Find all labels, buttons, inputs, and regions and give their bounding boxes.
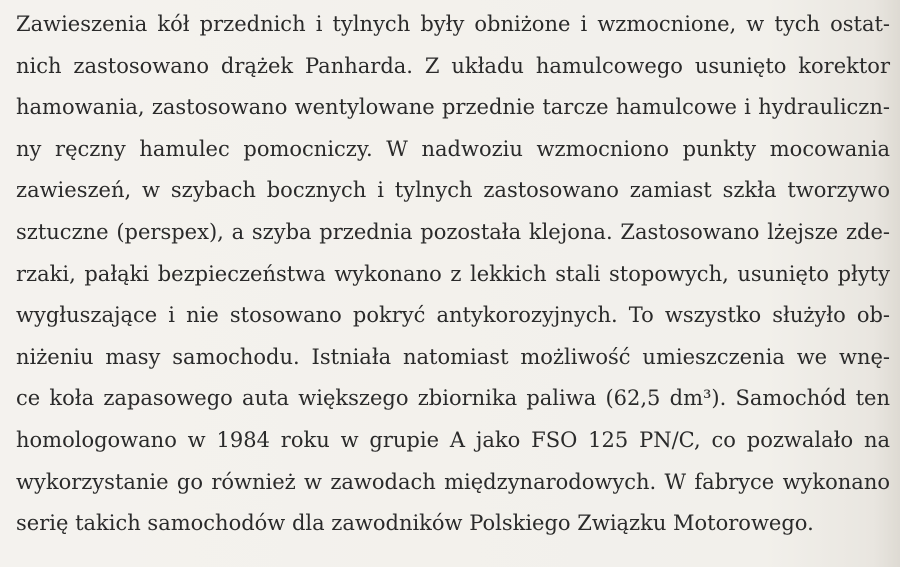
text-line: zawieszeń, w szybach bocznych i tylnych zastosowano zamiast szkła tworzywo [16,178,890,203]
text-line: wygłuszające i nie stosowano pokryć antykorozyjnych. To wszystko służyło ob- [16,303,890,328]
text-line: niżeniu masy samochodu. Istniała natomiast możliwość umieszczenia we wnę- [16,344,890,369]
text-line: nich zastosowano drążek Panharda. Z układu hamulcowego usunięto korektor [16,53,890,78]
body-paragraph [16,4,890,545]
text-line: sztuczne (perspex), a szyba przednia pozostała klejona. Zastosowano lżejsze zde- [16,219,890,244]
text-line: ny ręczny hamulec pomocniczy. W nadwoziu wzmocniono punkty mocowania [16,136,890,161]
text-line: wykorzystanie go również w zawodach międzynarodowych. W fabryce wykonano [16,469,890,494]
text-line: homologowano w 1984 roku w grupie A jako FSO 125 PN/C, co pozwalało na [16,427,890,452]
text-line: rzaki, pałąki bezpieczeństwa wykonano z lekkich stali stopowych, usunięto płyty [16,261,890,286]
text-line: Zawieszenia kół przednich i tylnych były obniżone i wzmocnione, w tych ostat- [16,12,890,36]
text-line: ce koła zapasowego auta większego zbiornika paliwa (62,5 dm³). Samochód ten [16,386,890,411]
text-line: hamowania, zastosowano wentylowane przednie tarcze hamulcowe i hydrauliczn- [16,95,890,120]
text-line-last: serię takich samochodów dla zawodników Polskiego Związku Motorowego. [16,511,814,536]
